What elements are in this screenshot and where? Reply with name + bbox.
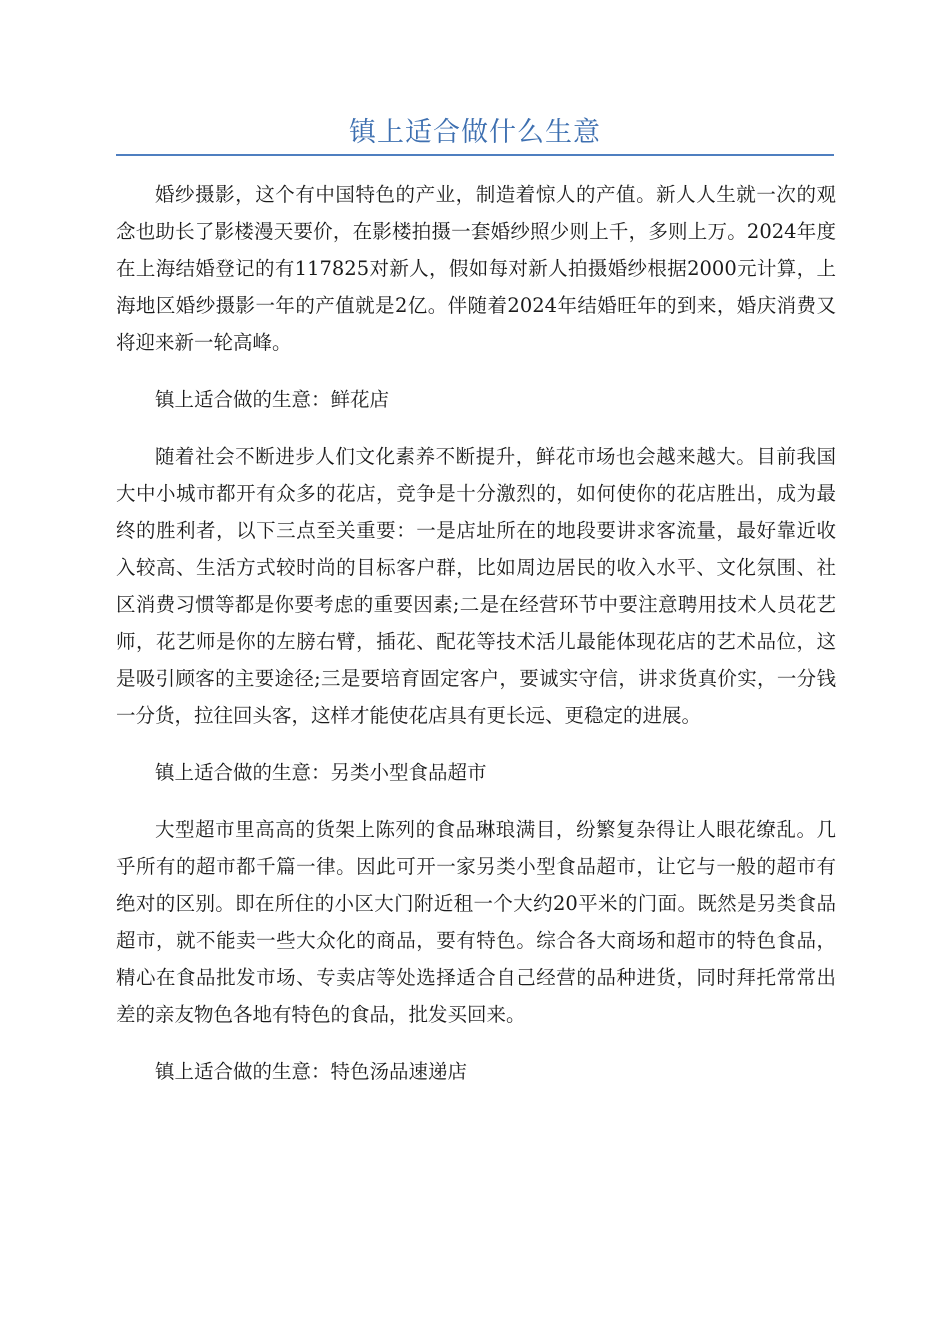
paragraph-flower-shop: 随着社会不断进步人们文化素养不断提升，鲜花市场也会越来越大。目前我国大中小城市都开有众多的花店，竞争是十分激烈的，如何使你的花店胜出，成为最终的胜利者，以下三点至关重要：一是店址所在的地段要讲求客流量，最好靠近收入较高、生活方式较时尚的目标客户群，比如周边居民的收入水平、文化氛围、社区消费习惯等都是你要考虑的重要因素;二是在经营环节中要注意聘用技术人员花艺师，花艺师是你的左膀右臂，插花、配花等技术活儿最能体现花店的艺术品位，这是吸引顾客的主要途径;三是要培育固定客户，要诚实守信，讲求货真价实，一分钱一分货，拉往回头客，这样才能使花店具有更长远、更稳定的进展。: [116, 445, 836, 727]
paragraph-wedding-photography: 婚纱摄影，这个有中国特色的产业，制造着惊人的产值。新人人生就一次的观念也助长了影楼漫天要价，在影楼拍摄一套婚纱照少则上千，多则上万。2024年度在上海结婚登记的有117825对新人，假如每对新人拍摄婚纱根据2000元计算，上海地区婚纱摄影一年的产值就是2亿。伴随着2024年结婚旺年的到来，婚庆消费又将迎来新一轮高峰。: [116, 183, 836, 354]
section-heading-soup-delivery: 镇上适合做的生意：特色汤品速递店: [155, 1060, 468, 1083]
document-title: 镇上适合做什么生意: [349, 117, 601, 148]
section-heading-flower-shop: 镇上适合做的生意：鲜花店: [155, 388, 390, 411]
section-heading-food-supermarket: 镇上适合做的生意：另类小型食品超市: [155, 761, 487, 784]
paragraph-food-supermarket: 大型超市里高高的货架上陈列的食品琳琅满目，纷繁复杂得让人眼花缭乱。几乎所有的超市都千篇一律。因此可开一家另类小型食品超市，让它与一般的超市有绝对的区别。即在所住的小区大门附近租一个大约20平米的门面。既然是另类食品超市，就不能卖一些大众化的商品，要有特色。综合各大商场和超市的特色食品，精心在食品批发市场、专卖店等处选择适合自己经营的品种进货，同时拜托常常出差的亲友物色各地有特色的食品，批发买回来。: [116, 818, 836, 1026]
document-body: [116, 176, 836, 1110]
title-underline: [116, 154, 834, 156]
